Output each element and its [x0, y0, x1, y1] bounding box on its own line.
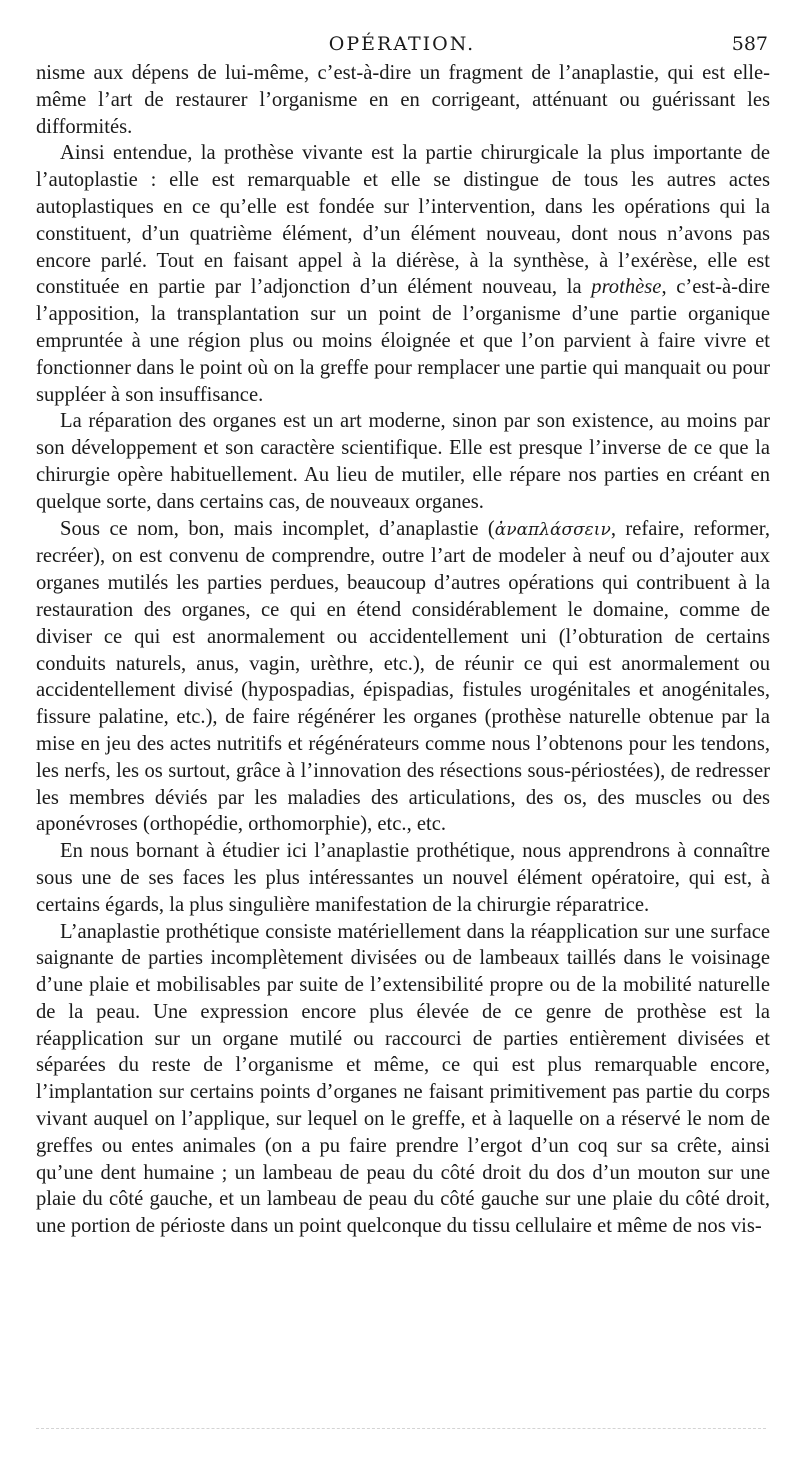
- paragraph-text-after: , c’est-à-dire l’apposition, la transplantation sur un point de l’organisme d’une partie organique empruntée à une région plus ou moins éloignée et que l’on parvient à faire vivre et fonctionner dans le point où on la greffe pour remplacer une partie qui manquait ou pour suppléer à son insuffisance.: [36, 276, 770, 406]
- greek-etymology: ἀναπλάσσειν: [494, 519, 611, 540]
- paragraph-text-after: , refaire, reformer, recréer), on est convenu de comprendre, outre l’art de modeler à neuf ou d’ajouter aux organes mutilés les parties perdues, beaucoup d’autres opérations qui contribuent à la restauration des organes, ce qui en étend considérablement le domaine, comme de diviser ce qui est anormalement ou accidentellement uni (l’obturation de certains conduits naturels, anus, vagin, urèthre, etc.), de réunir ce qui est anormalement ou accidentellement divisé (hypospadias, épispadias, fistules urogénitales et anogénitales, fissure palatine, etc.), de faire régénérer les organes (prothèse naturelle obtenue par la mise en jeu des actes nutritifs et régénérateurs comme nous l’obtenons pour les tendons, les nerfs, les os surtout, grâce à l’innovation des résections sous-périostées), de redresser les membres déviés par les maladies des articulations, des os, des muscles ou des aponévroses (orthopédie, orthomorphie), etc., etc.: [36, 517, 770, 836]
- paragraph-anaplastie-definition: [36, 516, 770, 839]
- paragraph-text-before: Ainsi entendue, la prothèse vivante est la partie chirurgicale la plus importante de l’autoplastie : elle est remarquable et elle se distingue de tous les autres actes autoplastiques en ce qu’elle est fondée sur l’intervention, dans les opérations qui la constituent, d’un quatrième élément, d’un élément nouveau, dont nous n’avons pas encore parlé. Tout en faisant appel à la diérèse, à la synthèse, à l’exérèse, elle est constituée en partie par l’adjonction d’un élément nouveau, la: [36, 142, 770, 299]
- paragraph-anaplastie-prothetique: [36, 838, 770, 918]
- page-number: 587: [731, 33, 768, 55]
- body-text: [36, 60, 770, 1240]
- paragraph-text: nisme aux dépens de lui-même, c’est-à-dire un fragment de l’anaplastie, qui est elle-même l’art de restaurer l’organisme en en corrigeant, atténuant ou guérissant les difformités.: [36, 62, 770, 138]
- emphasis-prothese: prothèse: [591, 276, 662, 299]
- paragraph-text: L’anaplastie prothétique consiste matériellement dans la réapplication sur une surface saignante de parties incomplètement divisées ou de lambeaux taillés dans le voisinage d’une plaie et mobilisables par suite de l’extensibilité propre ou de la mobilité naturelle de la peau. Une expression encore plus élevée de ce genre de prothèse est la réapplication sur un organe mutilé ou raccourci de parties entièrement divisées et séparées du reste de l’organisme et même, ce qui est plus remarquable encore, l’implantation sur certains points d’organes ne faisant primitivement pas partie du corps vivant auquel on l’applique, sur lequel on le greffe, et à laquelle on a réservé le nom de greffes ou entes animales (on a pu faire prendre l’ergot d’un coq sur sa crête, ainsi qu’une dent humaine ; un lambeau de peau du côté droit du dos d’un mouton sur une plaie du côté gauche, et un lambeau de peau du côté gauche sur une plaie du côté droit, une portion de périoste dans un point quelconque du tissu cellulaire et même de nos vis-: [36, 920, 770, 1238]
- paragraph-continuation: [36, 60, 770, 140]
- paragraph-reparation: [36, 408, 770, 515]
- paragraph-prothese-vivante: [36, 140, 770, 408]
- paragraph-text-before: Sous ce nom, bon, mais incomplet, d’anaplastie (: [60, 517, 495, 540]
- paragraph-text: En nous bornant à étudier ici l’anaplastie prothétique, nous apprendrons à connaître sous une de ses faces les plus intéressantes un nouvel élément opératoire, qui est, à certains égards, la plus singulière manifestation de la chirurgie réparatrice.: [36, 840, 770, 916]
- running-title: OPÉRATION.: [328, 33, 476, 55]
- paragraph-text: La réparation des organes est un art moderne, sinon par son existence, au moins par son développement et son caractère scientifique. Elle est presque l’inverse de ce que la chirurgie opère habituellement. Au lieu de mutiler, elle répare nos parties en créant en quelque sorte, dans certains cas, de nouveaux organes.: [36, 410, 770, 513]
- paragraph-reapplication: [36, 919, 770, 1241]
- scan-noise-divider: [36, 1428, 766, 1435]
- running-header: [36, 30, 768, 58]
